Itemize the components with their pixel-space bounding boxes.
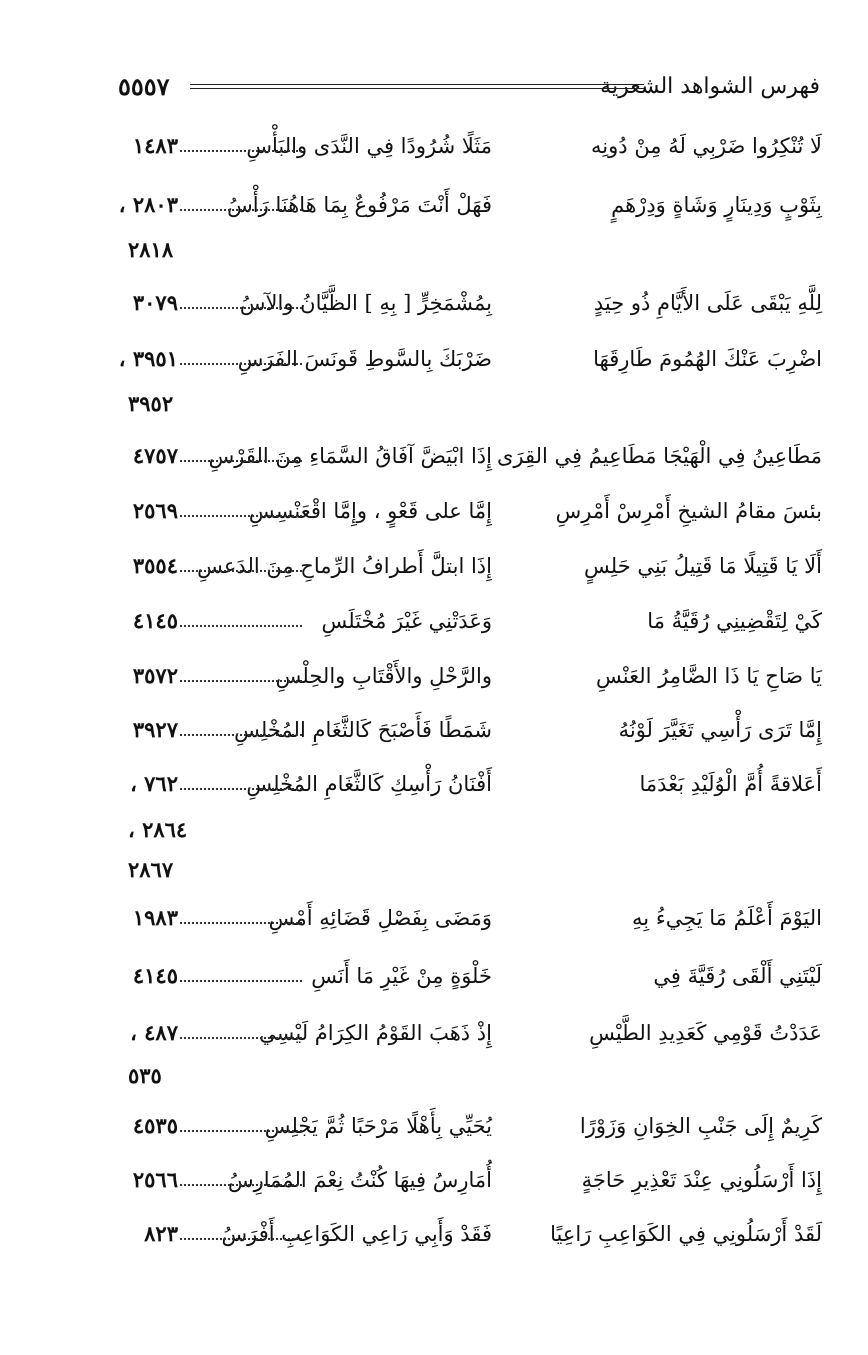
leader-dots [180,363,302,365]
verse-line [110,956,822,996]
page-reference: ٤٨٧ ، [130,1020,178,1045]
verse-line [110,546,822,586]
verse-line [110,283,822,323]
leader-dots [180,515,302,517]
verse-line [110,339,822,379]
verse-second-hemistich: أَفْنَانُ رَأْسِكِ كَالثَّغَامِ المُخْلِسِ [246,772,492,796]
verse-first-hemistich: بِثَوْبٍ وَدِينَارٍ وَشَاةٍ وَدِرْهَمٍ [611,193,822,217]
verse-first-hemistich: أَعَلاقةً أُمَّ الْوُلَيْدِ بَعْدَمَا [639,772,822,796]
reference-continuation: ٣٩٥٢ [128,391,174,416]
verse-second-hemistich: وَمَضَى بِفَصْلِ قَضَائِهِ أَمْسِ [268,906,492,930]
leader-dots [180,922,302,924]
verse-line [110,491,822,531]
verse-line [110,764,822,804]
verse-second-hemistich: إِذَا ابتلَّ أَطرافُ الرِّماحِ مِنَ الدَعسِ [197,554,492,578]
leader-dots [180,570,302,572]
verse-second-hemistich: والرَّحْلِ والأَقْتَابِ والحِلْسِ [275,664,492,688]
verse-second-hemistich: مَثَلًا شُرُودًا فِي النَّدَى والبَأْسِ [246,134,492,158]
leader-dots [180,788,302,790]
leader-dots [180,625,302,627]
verse-first-hemistich: اليَوْمَ أَعْلَمُ مَا يَجِيءُ بِهِ [632,906,822,930]
leader-dots [180,209,302,211]
verse-line [110,185,822,225]
page-reference: ٤١٤٥ [132,963,178,988]
verse-line [110,656,822,696]
page-reference: ٤٧٥٧ [132,443,178,468]
verse-line [110,436,822,476]
page-reference: ٧٦٢ ، [130,771,178,796]
page-reference: ٢٨٠٣ ، [118,192,178,217]
leader-dots [180,680,302,682]
verse-line [110,1214,822,1254]
page-reference: ٣٥٧٢ [132,663,178,688]
verse-line [110,126,822,166]
verse-second-hemistich: فَهَلْ أَنْتَ مَرْفُوعٌ بِمَا هَاهُنَا رَأْسُ [227,193,492,217]
page-reference: ٢٥٦٦ [132,1167,178,1192]
leader-dots [180,1184,302,1186]
verse-second-hemistich: يُحَيِّي بِأَهْلًا مَرْحَبًا ثُمَّ يَجْلِسِ [264,1114,492,1138]
leader-dots [180,1037,302,1039]
verse-first-hemistich: مَطَاعِينُ فِي الْهَيْجَا مَطَاعِيمُ فِي القِرَى [497,444,822,468]
verse-first-hemistich: بئسَ مقامُ الشيخِ أَمْرِسْ أَمْرِسِ [555,499,822,523]
verse-line [110,1013,822,1053]
verse-second-hemistich: شَمَطًا فَأَصْبَحَ كَالثَّغَامِ المُخْلِسِ [234,718,492,742]
verse-second-hemistich: إِذْ ذَهَبَ القَوْمُ الكِرَامُ لَيْسِي [259,1021,492,1045]
page-number: ٥٥٥٧ [118,72,170,101]
page-reference: ١٤٨٣ [132,133,178,158]
page-reference: ٢٥٦٩ [132,498,178,523]
header-double-rule [190,84,644,89]
verse-first-hemistich: كَيْ لِتَقْضِينِي رُقَيَّةُ مَا [647,609,822,633]
leader-dots [180,460,302,462]
page-header [118,72,820,106]
verse-second-hemistich: وَعَدَتْنِي غَيْرَ مُخْتَلَسِ [321,609,492,633]
page-reference: ٨٢٣ [144,1221,178,1246]
verse-second-hemistich: خَلْوَةٍ مِنْ غَيْرِ مَا أَنَسِ [311,964,492,988]
leader-dots [180,307,302,309]
verse-first-hemistich: عَدَدْتُ قَوْمِي كَعَدِيدِ الطَّيْسِ [589,1021,822,1045]
verse-second-hemistich: إِمَّا على قَعْوٍ ، وإِمَّا اقْعَنْسِسِ [248,499,492,523]
reference-continuation: ٢٨٦٧ [128,857,174,882]
verse-first-hemistich: لَا تُنْكِرُوا ضَرْبِي لَهُ مِنْ دُونِه [591,134,822,158]
verse-first-hemistich: لَقَدْ أَرْسَلُونِي فِي الكَوَاعِبِ رَاعِيًا [550,1222,822,1246]
reference-continuation: ٢٨٦٤ ، [128,817,188,842]
verse-line [110,710,822,750]
page-reference: ٣٩٢٧ [132,717,178,742]
verse-second-hemistich: إِذَا ابْيَضَّ آفَاقُ السَّمَاءِ مِنَ القَرْسِ [208,444,492,468]
verse-second-hemistich: فَقَدْ وَأَبِي رَاعِي الكَوَاعِبِ أَفْرَسُ [221,1222,492,1246]
page-reference: ٣٩٥١ ، [118,346,178,371]
page-reference: ٣٠٧٩ [132,290,178,315]
verse-second-hemistich: ضَرْبَكَ بِالسَّوطِ قَونَسَ الفَرَسِ [237,347,492,371]
verse-line [110,1160,822,1200]
leader-dots [180,1238,302,1240]
verse-first-hemistich: كَرِيمٌ إِلَى جَنْبِ الخِوَانِ وَزَوْرًا [579,1114,822,1138]
verse-line [110,1106,822,1146]
page-reference: ٤٥٣٥ [132,1113,178,1138]
reference-continuation: ٥٣٥ [128,1063,162,1088]
leader-dots [180,980,302,982]
verse-first-hemistich: لِلَّهِ يَبْقَى عَلَى الأَيَّامِ ذُو حِيَدٍ [593,291,822,315]
leader-dots [180,1130,302,1132]
verse-first-hemistich: يَا صَاحِ يَا ذَا الضَّامِرُ العَنْسِ [596,664,822,688]
page-reference: ٣٥٥٤ [132,553,178,578]
reference-continuation: ٢٨١٨ [128,237,174,262]
verse-line [110,601,822,641]
verse-first-hemistich: لَيْتَنِي أَلْقَى رُقَيَّةَ فِي [653,964,822,988]
running-title: فهرس الشواهد الشعرية [600,74,820,99]
verse-first-hemistich: اضْرِبَ عَنْكَ الهُمُومَ طَارِقَهَا [593,347,822,371]
verse-line [110,898,822,938]
verse-first-hemistich: إِمَّا تَرَى رَأْسِي تَغَيَّرَ لَوْنُهُ [618,718,822,742]
verse-second-hemistich: بِمُشْمَخِرٍّ [ بِهِ ] الظَّيَّانُ والآسُ [239,291,492,315]
page-reference: ١٩٨٣ [132,905,178,930]
page-reference: ٤١٤٥ [132,608,178,633]
leader-dots [180,150,302,152]
verse-first-hemistich: أَلَا يَا قَتِيلًا مَا قَتِيلُ بَنِي حَلِسٍ [583,554,822,578]
leader-dots [180,734,302,736]
verse-first-hemistich: إِذَا أَرْسَلُونِي عِنْدَ تَعْذِيرِ حَاجَةٍ [581,1168,822,1192]
verse-second-hemistich: أُمَارِسُ فِيهَا كُنْتُ نِعْمَ المُمَارِسُ [227,1168,492,1192]
